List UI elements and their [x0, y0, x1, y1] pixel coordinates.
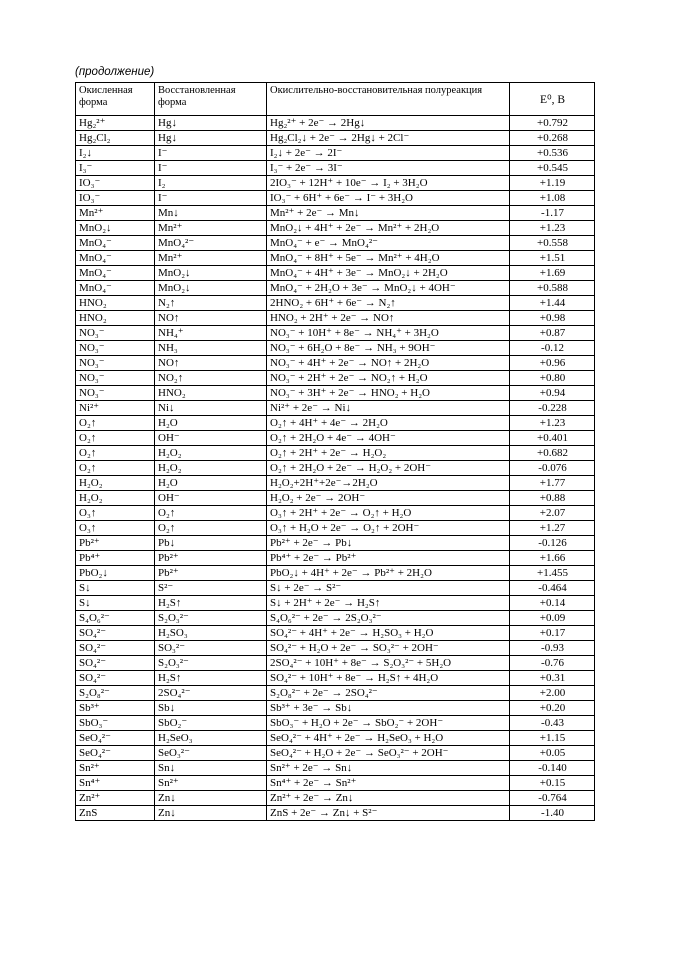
oxidized-form-cell: HNO₂ — [76, 296, 155, 311]
reduced-form-cell: H₂O — [155, 416, 267, 431]
reduced-form-cell: NO↑ — [155, 311, 267, 326]
half-reaction-cell: I₂↓ + 2e⁻ → 2I⁻ — [267, 146, 510, 161]
potential-cell: +0.05 — [510, 746, 595, 761]
oxidized-form-cell: S₄O₆²⁻ — [76, 611, 155, 626]
reduced-form-cell: NO₂↑ — [155, 371, 267, 386]
oxidized-form-cell: SO₄²⁻ — [76, 626, 155, 641]
half-reaction-cell: IO₃⁻ + 6H⁺ + 6e⁻ → I⁻ + 3H₂O — [267, 191, 510, 206]
table-row — [76, 446, 595, 461]
table-row — [76, 806, 595, 821]
half-reaction-cell: H₂O₂ + 2e⁻ → 2OH⁻ — [267, 491, 510, 506]
reduced-form-cell: Mn²⁺ — [155, 221, 267, 236]
reduced-form-cell: I⁻ — [155, 146, 267, 161]
potential-cell: +1.77 — [510, 476, 595, 491]
potential-cell: +0.268 — [510, 131, 595, 146]
oxidized-form-cell: I₂↓ — [76, 146, 155, 161]
reduced-form-cell: Zn↓ — [155, 791, 267, 806]
reduced-form-cell: Hg↓ — [155, 131, 267, 146]
half-reaction-cell: Zn²⁺ + 2e⁻ → Zn↓ — [267, 791, 510, 806]
oxidized-form-cell: IO₃⁻ — [76, 176, 155, 191]
potential-cell: -0.93 — [510, 641, 595, 656]
half-reaction-cell: NO₃⁻ + 2H⁺ + 2e⁻ → NO₂↑ + H₂O — [267, 371, 510, 386]
table-row — [76, 416, 595, 431]
potential-cell: +0.682 — [510, 446, 595, 461]
half-reaction-cell: O₂↑ + 2H₂O + 2e⁻ → H₂O₂ + 2OH⁻ — [267, 461, 510, 476]
redox-potentials-table — [75, 82, 595, 821]
half-reaction-cell: Pb⁴⁺ + 2e⁻ → Pb²⁺ — [267, 551, 510, 566]
reduced-form-cell: SeO₃²⁻ — [155, 746, 267, 761]
potential-cell: +1.69 — [510, 266, 595, 281]
oxidized-form-cell: Mn²⁺ — [76, 206, 155, 221]
potential-cell: +0.96 — [510, 356, 595, 371]
half-reaction-cell: Hg₂²⁺ + 2e⁻ → 2Hg↓ — [267, 116, 510, 131]
table-row — [76, 461, 595, 476]
oxidized-form-cell: Sn²⁺ — [76, 761, 155, 776]
oxidized-form-cell: O₂↑ — [76, 431, 155, 446]
potential-cell: +1.19 — [510, 176, 595, 191]
oxidized-form-cell: O₂↑ — [76, 446, 155, 461]
half-reaction-cell: O₃↑ + 2H⁺ + 2e⁻ → O₂↑ + H₂O — [267, 506, 510, 521]
table-row — [76, 746, 595, 761]
potential-cell: +1.66 — [510, 551, 595, 566]
reduced-form-cell: S²⁻ — [155, 581, 267, 596]
oxidized-form-cell: IO₃⁻ — [76, 191, 155, 206]
potential-cell: +0.15 — [510, 776, 595, 791]
half-reaction-cell: O₂↑ + 2H⁺ + 2e⁻ → H₂O₂ — [267, 446, 510, 461]
oxidized-form-cell: MnO₄⁻ — [76, 266, 155, 281]
oxidized-form-cell: Sb³⁺ — [76, 701, 155, 716]
potential-cell: -0.43 — [510, 716, 595, 731]
reduced-form-cell: H₂SO₃ — [155, 626, 267, 641]
table-row — [76, 311, 595, 326]
half-reaction-cell: SeO₄²⁻ + 4H⁺ + 2e⁻ → H₂SeO₃ + H₂O — [267, 731, 510, 746]
table-row — [76, 251, 595, 266]
table-row — [76, 596, 595, 611]
reduced-form-cell: S₂O₃²⁻ — [155, 656, 267, 671]
potential-cell: +0.20 — [510, 701, 595, 716]
reduced-form-cell: Mn↓ — [155, 206, 267, 221]
reduced-form-cell: 2SO₄²⁻ — [155, 686, 267, 701]
table-row — [76, 296, 595, 311]
oxidized-form-cell: NO₃⁻ — [76, 326, 155, 341]
table-row — [76, 551, 595, 566]
potential-cell: +1.08 — [510, 191, 595, 206]
table-caption: (продолжение) — [75, 66, 155, 78]
half-reaction-cell: NO₃⁻ + 3H⁺ + 2e⁻ → HNO₂ + H₂O — [267, 386, 510, 401]
table-row — [76, 701, 595, 716]
half-reaction-cell: PbO₂↓ + 4H⁺ + 2e⁻ → Pb²⁺ + 2H₂O — [267, 566, 510, 581]
oxidized-form-cell: H₂O₂ — [76, 476, 155, 491]
half-reaction-cell: 2HNO₂ + 6H⁺ + 6e⁻ → N₂↑ — [267, 296, 510, 311]
reduced-form-cell: H₂O₂ — [155, 446, 267, 461]
half-reaction-cell: O₃↑ + H₂O + 2e⁻ → O₂↑ + 2OH⁻ — [267, 521, 510, 536]
reduced-form-cell: NH₄⁺ — [155, 326, 267, 341]
table-row — [76, 371, 595, 386]
reduced-form-cell: I⁻ — [155, 161, 267, 176]
oxidized-form-cell: ZnS — [76, 806, 155, 821]
half-reaction-cell: S↓ + 2H⁺ + 2e⁻ → H₂S↑ — [267, 596, 510, 611]
potential-cell: +2.00 — [510, 686, 595, 701]
reduced-form-cell: Pb²⁺ — [155, 566, 267, 581]
oxidized-form-cell: SO₄²⁻ — [76, 641, 155, 656]
table-row — [76, 626, 595, 641]
potential-cell: +0.401 — [510, 431, 595, 446]
reduced-form-cell: Zn↓ — [155, 806, 267, 821]
potential-cell: +0.80 — [510, 371, 595, 386]
header-reduced-form: Восстановленная форма — [155, 83, 267, 116]
table-row — [76, 116, 595, 131]
reduced-form-cell: OH⁻ — [155, 491, 267, 506]
table-row — [76, 776, 595, 791]
oxidized-form-cell: MnO₂↓ — [76, 221, 155, 236]
table-row — [76, 686, 595, 701]
reduced-form-cell: O₂↑ — [155, 506, 267, 521]
half-reaction-cell: Sn²⁺ + 2e⁻ → Sn↓ — [267, 761, 510, 776]
half-reaction-cell: Pb²⁺ + 2e⁻ → Pb↓ — [267, 536, 510, 551]
potential-cell: +1.44 — [510, 296, 595, 311]
reduced-form-cell: O₂↑ — [155, 521, 267, 536]
oxidized-form-cell: SO₄²⁻ — [76, 671, 155, 686]
potential-cell: +0.87 — [510, 326, 595, 341]
potential-cell: -0.076 — [510, 461, 595, 476]
oxidized-form-cell: SbO₃⁻ — [76, 716, 155, 731]
potential-cell: -0.228 — [510, 401, 595, 416]
potential-cell: +2.07 — [510, 506, 595, 521]
oxidized-form-cell: O₃↑ — [76, 506, 155, 521]
half-reaction-cell: SO₄²⁻ + 10H⁺ + 8e⁻ → H₂S↑ + 4H₂O — [267, 671, 510, 686]
reduced-form-cell: HNO₂ — [155, 386, 267, 401]
reduced-form-cell: H₂O — [155, 476, 267, 491]
oxidized-form-cell: NO₃⁻ — [76, 386, 155, 401]
table-row — [76, 656, 595, 671]
table-row — [76, 716, 595, 731]
potential-cell: +0.545 — [510, 161, 595, 176]
half-reaction-cell: SO₄²⁻ + H₂O + 2e⁻ → SO₃²⁻ + 2OH⁻ — [267, 641, 510, 656]
half-reaction-cell: SbO₃⁻ + H₂O + 2e⁻ → SbO₂⁻ + 2OH⁻ — [267, 716, 510, 731]
potential-cell: -0.140 — [510, 761, 595, 776]
half-reaction-cell: S₂O₈²⁻ + 2e⁻ → 2SO₄²⁻ — [267, 686, 510, 701]
half-reaction-cell: NO₃⁻ + 4H⁺ + 2e⁻ → NO↑ + 2H₂O — [267, 356, 510, 371]
oxidized-form-cell: O₃↑ — [76, 521, 155, 536]
potential-cell: +1.455 — [510, 566, 595, 581]
reduced-form-cell: N₂↑ — [155, 296, 267, 311]
potential-cell: +0.94 — [510, 386, 595, 401]
reduced-form-cell: Pb²⁺ — [155, 551, 267, 566]
half-reaction-cell: MnO₄⁻ + 4H⁺ + 3e⁻ → MnO₂↓ + 2H₂O — [267, 266, 510, 281]
reduced-form-cell: H₂O₂ — [155, 461, 267, 476]
reduced-form-cell: Sn↓ — [155, 761, 267, 776]
header-half-reaction: Окислительно-восстановительная полуреакция — [267, 83, 510, 116]
table-row — [76, 356, 595, 371]
reduced-form-cell: MnO₄²⁻ — [155, 236, 267, 251]
table-row — [76, 191, 595, 206]
half-reaction-cell: MnO₄⁻ + e⁻ → MnO₄²⁻ — [267, 236, 510, 251]
half-reaction-cell: Ni²⁺ + 2e⁻ → Ni↓ — [267, 401, 510, 416]
half-reaction-cell: Sn⁴⁺ + 2e⁻ → Sn²⁺ — [267, 776, 510, 791]
reduced-form-cell: Ni↓ — [155, 401, 267, 416]
half-reaction-cell: 2IO₃⁻ + 12H⁺ + 10e⁻ → I₂ + 3H₂O — [267, 176, 510, 191]
table-row — [76, 341, 595, 356]
table-row — [76, 521, 595, 536]
half-reaction-cell: MnO₄⁻ + 2H₂O + 3e⁻ → MnO₂↓ + 4OH⁻ — [267, 281, 510, 296]
potential-cell: -0.464 — [510, 581, 595, 596]
oxidized-form-cell: S₂O₈²⁻ — [76, 686, 155, 701]
half-reaction-cell: SO₄²⁻ + 4H⁺ + 2e⁻ → H₂SO₃ + H₂O — [267, 626, 510, 641]
potential-cell: -1.40 — [510, 806, 595, 821]
table-row — [76, 236, 595, 251]
table-row — [76, 206, 595, 221]
oxidized-form-cell: O₂↑ — [76, 461, 155, 476]
potential-cell: +0.792 — [510, 116, 595, 131]
oxidized-form-cell: SO₄²⁻ — [76, 656, 155, 671]
potential-cell: -0.76 — [510, 656, 595, 671]
table-row — [76, 491, 595, 506]
reduced-form-cell: Mn²⁺ — [155, 251, 267, 266]
table-row — [76, 506, 595, 521]
oxidized-form-cell: PbO₂↓ — [76, 566, 155, 581]
potential-cell: -0.12 — [510, 341, 595, 356]
potential-cell: +0.558 — [510, 236, 595, 251]
reduced-form-cell: I₂ — [155, 176, 267, 191]
half-reaction-cell: NO₃⁻ + 10H⁺ + 8e⁻ → NH₄⁺ + 3H₂O — [267, 326, 510, 341]
half-reaction-cell: O₂↑ + 2H₂O + 4e⁻ → 4OH⁻ — [267, 431, 510, 446]
potential-cell: +0.09 — [510, 611, 595, 626]
potential-cell: -1.17 — [510, 206, 595, 221]
reduced-form-cell: Hg↓ — [155, 116, 267, 131]
reduced-form-cell: H₂SeO₃ — [155, 731, 267, 746]
potential-cell: +1.15 — [510, 731, 595, 746]
table-row — [76, 611, 595, 626]
table-row — [76, 131, 595, 146]
reduced-form-cell: NO↑ — [155, 356, 267, 371]
oxidized-form-cell: SeO₄²⁻ — [76, 746, 155, 761]
table-row — [76, 161, 595, 176]
reduced-form-cell: H₂S↑ — [155, 671, 267, 686]
table-row — [76, 731, 595, 746]
half-reaction-cell: MnO₂↓ + 4H⁺ + 2e⁻ → Mn²⁺ + 2H₂O — [267, 221, 510, 236]
table-row — [76, 266, 595, 281]
oxidized-form-cell: Ni²⁺ — [76, 401, 155, 416]
table-row — [76, 281, 595, 296]
header-row — [76, 83, 595, 116]
potential-cell: -0.126 — [510, 536, 595, 551]
table-row — [76, 536, 595, 551]
half-reaction-cell: ZnS + 2e⁻ → Zn↓ + S²⁻ — [267, 806, 510, 821]
potential-cell: +1.27 — [510, 521, 595, 536]
reduced-form-cell: MnO₂↓ — [155, 266, 267, 281]
table-row — [76, 566, 595, 581]
reduced-form-cell: MnO₂↓ — [155, 281, 267, 296]
potential-cell: -0.764 — [510, 791, 595, 806]
half-reaction-cell: SeO₄²⁻ + H₂O + 2e⁻ → SeO₃²⁻ + 2OH⁻ — [267, 746, 510, 761]
table-body — [76, 116, 595, 821]
half-reaction-cell: NO₃⁻ + 6H₂O + 8e⁻ → NH₃ + 9OH⁻ — [267, 341, 510, 356]
table-row — [76, 326, 595, 341]
potential-cell: +1.23 — [510, 221, 595, 236]
half-reaction-cell: HNO₂ + 2H⁺ + 2e⁻ → NO↑ — [267, 311, 510, 326]
oxidized-form-cell: SeO₄²⁻ — [76, 731, 155, 746]
half-reaction-cell: 2SO₄²⁻ + 10H⁺ + 8e⁻ → S₂O₃²⁻ + 5H₂O — [267, 656, 510, 671]
half-reaction-cell: Hg₂Cl₂↓ + 2e⁻ → 2Hg↓ + 2Cl⁻ — [267, 131, 510, 146]
oxidized-form-cell: MnO₄⁻ — [76, 251, 155, 266]
potential-cell: +0.88 — [510, 491, 595, 506]
potential-cell: +0.31 — [510, 671, 595, 686]
potential-cell: +0.588 — [510, 281, 595, 296]
reduced-form-cell: H₂S↑ — [155, 596, 267, 611]
oxidized-form-cell: MnO₄⁻ — [76, 236, 155, 251]
half-reaction-cell: O₂↑ + 4H⁺ + 4e⁻ → 2H₂O — [267, 416, 510, 431]
potential-cell: +0.17 — [510, 626, 595, 641]
half-reaction-cell: S↓ + 2e⁻ → S²⁻ — [267, 581, 510, 596]
header-standard-potential: E⁰, В — [510, 83, 595, 116]
table-row — [76, 431, 595, 446]
potential-cell: +0.536 — [510, 146, 595, 161]
reduced-form-cell: Pb↓ — [155, 536, 267, 551]
oxidized-form-cell: Pb²⁺ — [76, 536, 155, 551]
oxidized-form-cell: Hg₂²⁺ — [76, 116, 155, 131]
oxidized-form-cell: O₂↑ — [76, 416, 155, 431]
oxidized-form-cell: HNO₂ — [76, 311, 155, 326]
reduced-form-cell: SO₃²⁻ — [155, 641, 267, 656]
reduced-form-cell: S₂O₃²⁻ — [155, 611, 267, 626]
table-row — [76, 581, 595, 596]
reduced-form-cell: SbO₂⁻ — [155, 716, 267, 731]
oxidized-form-cell: NO₃⁻ — [76, 371, 155, 386]
table-row — [76, 176, 595, 191]
oxidized-form-cell: Zn²⁺ — [76, 791, 155, 806]
oxidized-form-cell: Hg₂Cl₂ — [76, 131, 155, 146]
potential-cell: +0.14 — [510, 596, 595, 611]
potential-cell: +0.98 — [510, 311, 595, 326]
table-row — [76, 401, 595, 416]
table-row — [76, 146, 595, 161]
reduced-form-cell: Sn²⁺ — [155, 776, 267, 791]
oxidized-form-cell: S↓ — [76, 581, 155, 596]
table-row — [76, 761, 595, 776]
half-reaction-cell: I₃⁻ + 2e⁻ → 3I⁻ — [267, 161, 510, 176]
half-reaction-cell: H₂O₂+2H⁺+2e⁻→2H₂O — [267, 476, 510, 491]
oxidized-form-cell: S↓ — [76, 596, 155, 611]
oxidized-form-cell: I₃⁻ — [76, 161, 155, 176]
table-row — [76, 791, 595, 806]
table-row — [76, 221, 595, 236]
table-row — [76, 671, 595, 686]
half-reaction-cell: S₄O₆²⁻ + 2e⁻ → 2S₂O₃²⁻ — [267, 611, 510, 626]
half-reaction-cell: MnO₄⁻ + 8H⁺ + 5e⁻ → Mn²⁺ + 4H₂O — [267, 251, 510, 266]
oxidized-form-cell: H₂O₂ — [76, 491, 155, 506]
table-row — [76, 641, 595, 656]
potential-cell: +1.51 — [510, 251, 595, 266]
potential-cell: +1.23 — [510, 416, 595, 431]
reduced-form-cell: Sb↓ — [155, 701, 267, 716]
oxidized-form-cell: MnO₄⁻ — [76, 281, 155, 296]
reduced-form-cell: NH₃ — [155, 341, 267, 356]
oxidized-form-cell: NO₃⁻ — [76, 356, 155, 371]
reduced-form-cell: I⁻ — [155, 191, 267, 206]
half-reaction-cell: Mn²⁺ + 2e⁻ → Mn↓ — [267, 206, 510, 221]
oxidized-form-cell: Sn⁴⁺ — [76, 776, 155, 791]
table-row — [76, 386, 595, 401]
reduced-form-cell: OH⁻ — [155, 431, 267, 446]
header-oxidized-form: Окисленная форма — [76, 83, 155, 116]
oxidized-form-cell: NO₃⁻ — [76, 341, 155, 356]
oxidized-form-cell: Pb⁴⁺ — [76, 551, 155, 566]
half-reaction-cell: Sb³⁺ + 3e⁻ → Sb↓ — [267, 701, 510, 716]
table-row — [76, 476, 595, 491]
